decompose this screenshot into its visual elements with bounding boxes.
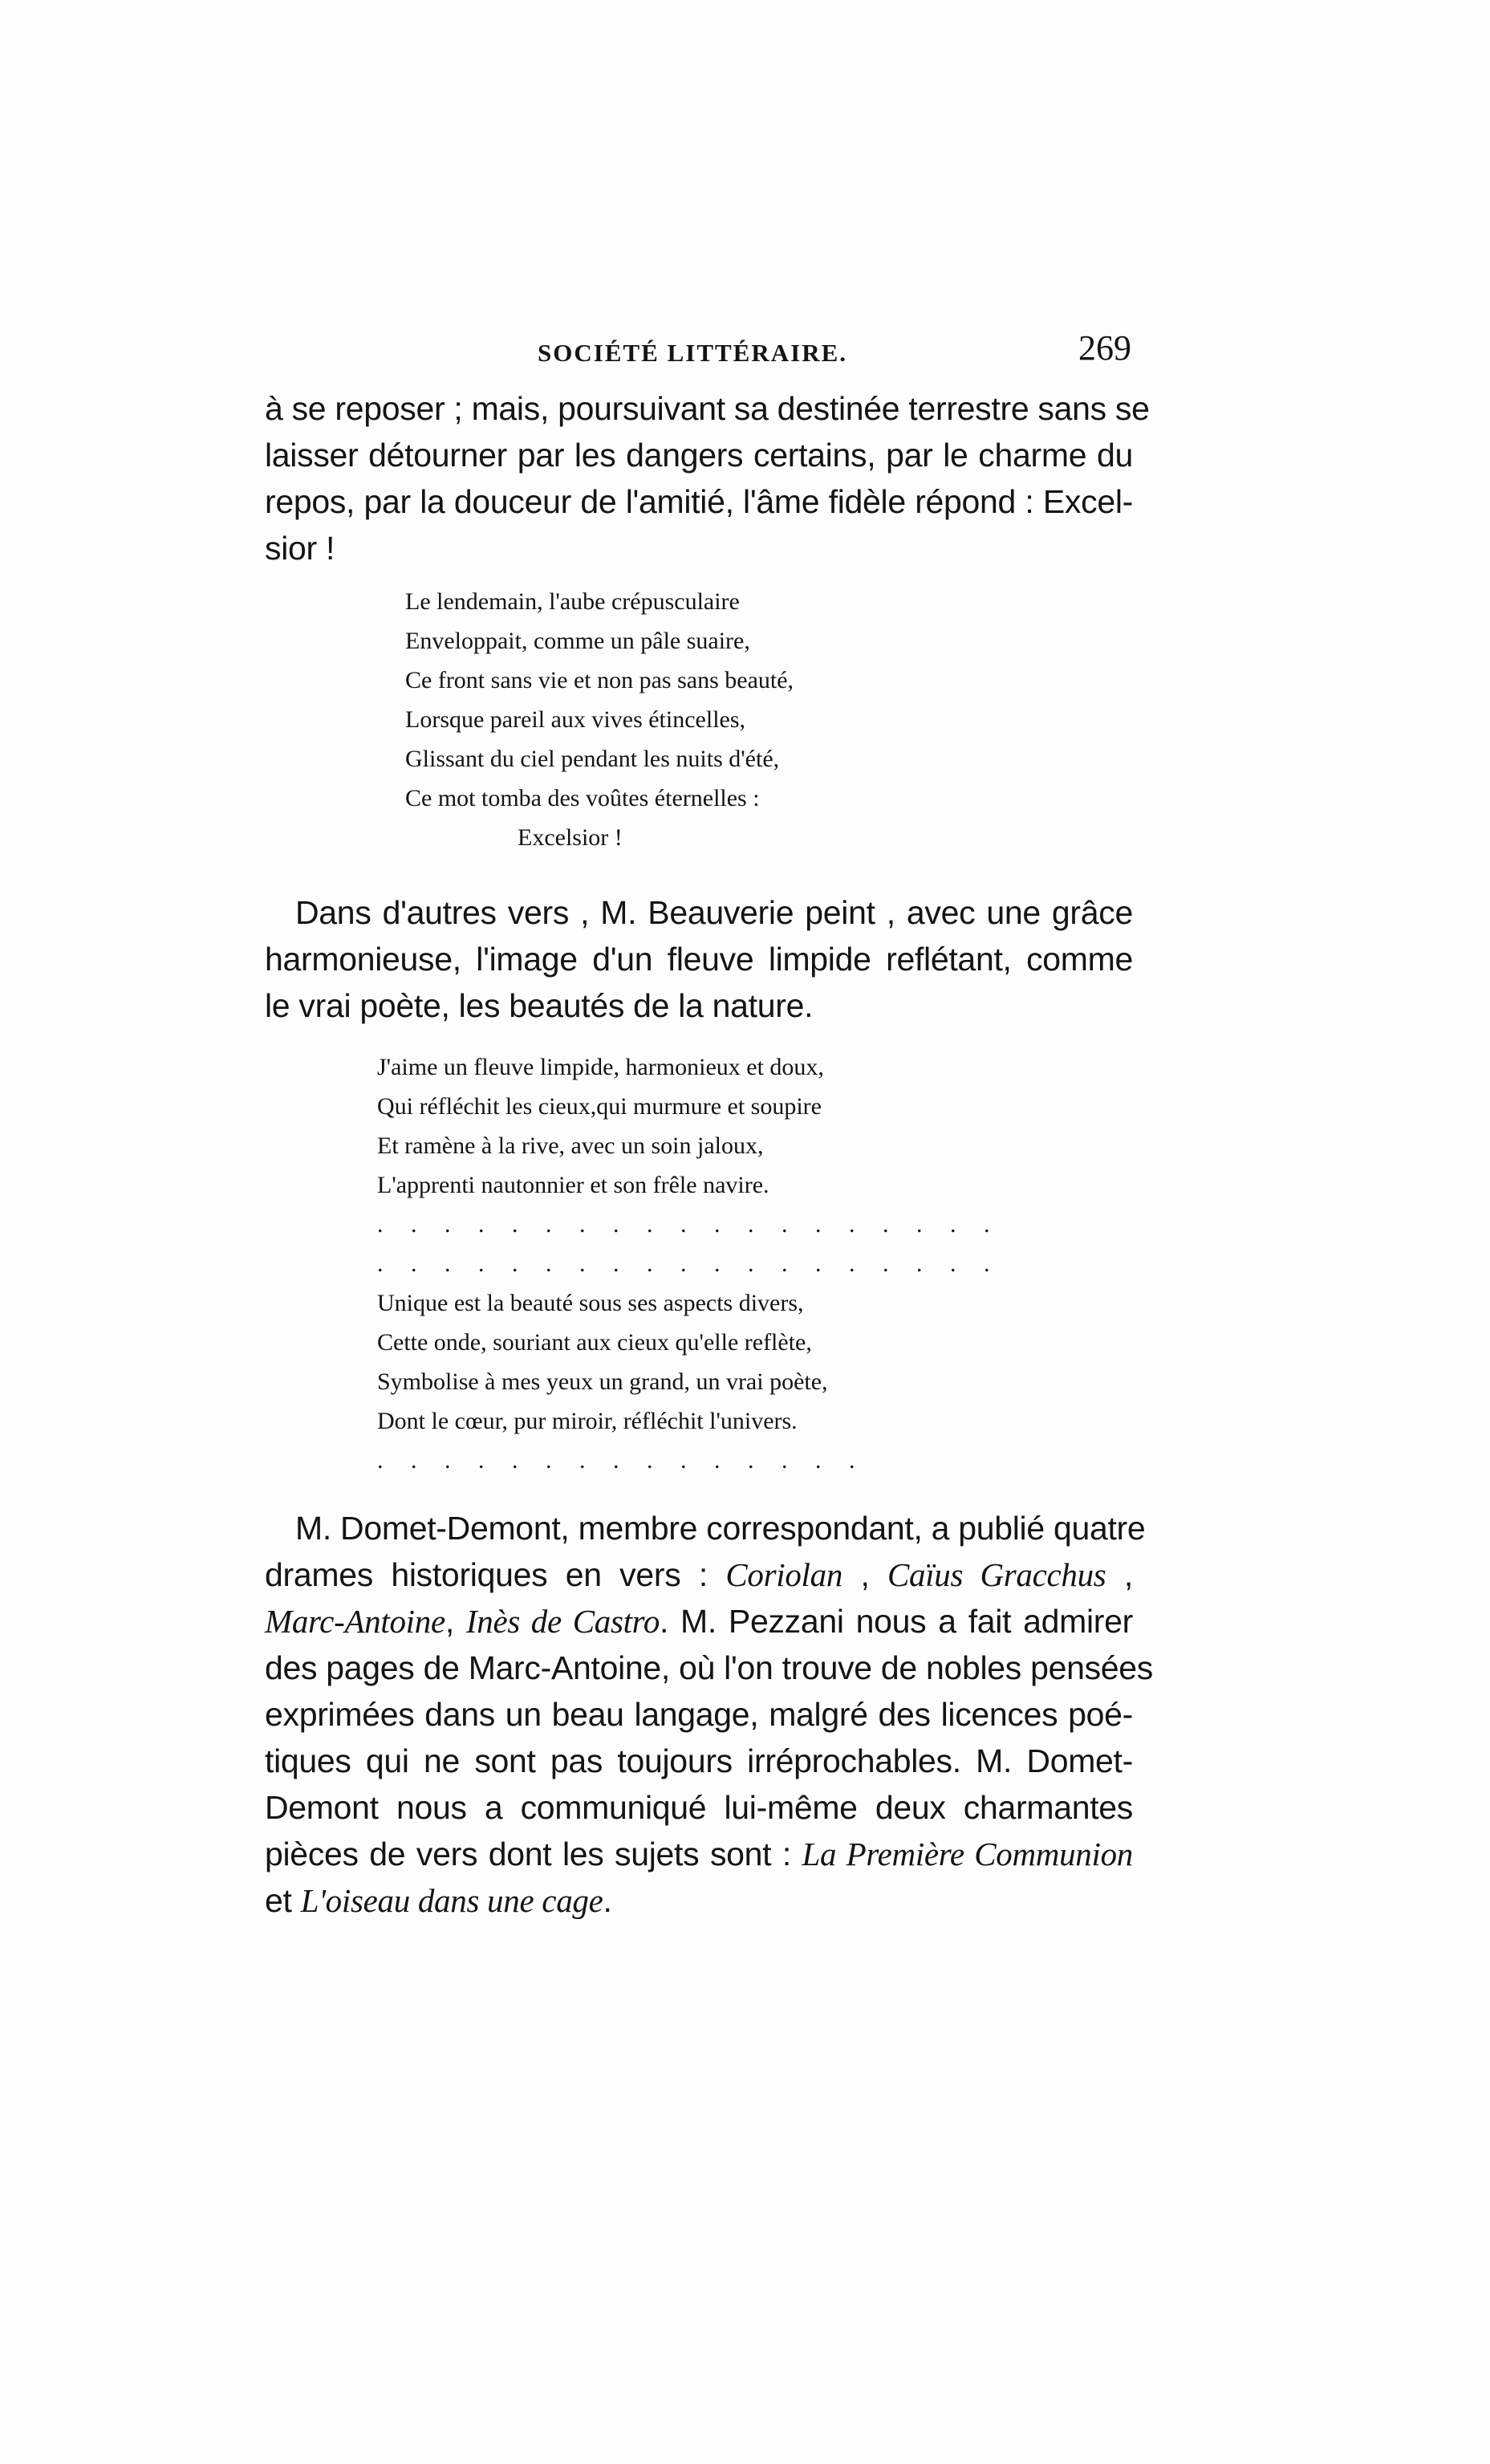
text-line: laisser détourner par les dangers certains, par le charme du: [265, 437, 1133, 474]
text-line: des pages de Marc-Antoine, où l'on trouve de nobles pensées: [265, 1649, 1153, 1686]
paragraph-beauverie: [265, 889, 1133, 1029]
verse-line: Unique est la beauté sous ses aspects divers,: [377, 1290, 804, 1316]
verse-line: Et ramène à la rive, avec un soin jaloux,: [377, 1132, 764, 1159]
verse-line: Lorsque pareil aux vives étincelles,: [405, 706, 746, 733]
text-line: harmonieuse, l'image d'un fleuve limpide reflétant, comme: [265, 941, 1133, 978]
paragraph-domet-demont: [265, 1505, 1153, 1924]
verse-line: Le lendemain, l'aube crépusculaire: [405, 588, 740, 615]
work-title: Marc-Antoine: [265, 1603, 445, 1640]
text-line: drames historiques en vers : Coriolan , Caïus Gracchus ,: [265, 1556, 1133, 1593]
verse-line: Ce mot tomba des voûtes éternelles :: [405, 785, 760, 811]
running-head: [265, 327, 1139, 376]
verse-line: Symbolise à mes yeux un grand, un vrai poète,: [377, 1368, 828, 1395]
poem-excelsior: [405, 582, 794, 857]
work-title: Inès de Castro: [465, 1603, 660, 1640]
verse-line: Cette onde, souriant aux cieux qu'elle reflète,: [377, 1329, 812, 1356]
text-line: tiques qui ne sont pas toujours irréprochables. M. Domet-: [265, 1742, 1133, 1779]
text-line: repos, par la douceur de l'amitié, l'âme fidèle répond : Excel-: [265, 483, 1133, 520]
verse-refrain: Excelsior !: [518, 824, 623, 851]
ellipsis-line: . . . . . . . . . . . . . . .: [377, 1447, 866, 1474]
text-line: M. Domet-Demont, membre correspondant, a publié quatre: [295, 1510, 1146, 1547]
verse-line: L'apprenti nautonnier et son frêle navire.: [377, 1172, 769, 1198]
text-line: et L'oiseau dans une cage.: [265, 1882, 612, 1919]
verse-line: Enveloppait, comme un pâle suaire,: [405, 628, 750, 654]
text-line: Marc-Antoine, Inès de Castro. M. Pezzani nous a fait admirer: [265, 1603, 1133, 1640]
work-title: Coriolan: [725, 1556, 843, 1593]
ellipsis-line: . . . . . . . . . . . . . . . . . . .: [377, 1211, 1001, 1238]
ellipsis-line: . . . . . . . . . . . . . . . . . . .: [377, 1250, 1001, 1277]
text-line: exprimées dans un beau langage, malgré des licences poé-: [265, 1696, 1133, 1733]
poem-fleuve: [377, 1047, 1001, 1480]
verse-line: Qui réfléchit les cieux,qui murmure et soupire: [377, 1093, 822, 1120]
verse-line: J'aime un fleuve limpide, harmonieux et doux,: [377, 1054, 824, 1080]
paragraph-excelsior-commentary: [265, 385, 1150, 571]
poem-title: La Première Communion: [802, 1836, 1133, 1872]
text-line: à se reposer ; mais, poursuivant sa destinée terrestre sans se: [265, 390, 1150, 427]
text-line: Dans d'autres vers , M. Beauverie peint , avec une grâce: [295, 894, 1133, 931]
text-line: pièces de vers dont les sujets sont : La Première Communion: [265, 1836, 1133, 1872]
page-number: 269: [1078, 328, 1131, 368]
verse-line: Ce front sans vie et non pas sans beauté,: [405, 667, 794, 693]
work-title: Caïus Gracchus: [887, 1556, 1106, 1593]
verse-line: Dont le cœur, pur miroir, réfléchit l'univers.: [377, 1408, 798, 1434]
poem-title: L'oiseau dans une cage: [300, 1882, 603, 1919]
running-title: SOCIÉTÉ LITTÉRAIRE.: [538, 339, 848, 367]
text-line: sior !: [265, 530, 335, 567]
text-line: le vrai poète, les beautés de la nature.: [265, 987, 814, 1024]
verse-line: Glissant du ciel pendant les nuits d'été,: [405, 746, 780, 772]
text-line: Demont nous a communiqué lui-même deux charmantes: [265, 1789, 1133, 1826]
